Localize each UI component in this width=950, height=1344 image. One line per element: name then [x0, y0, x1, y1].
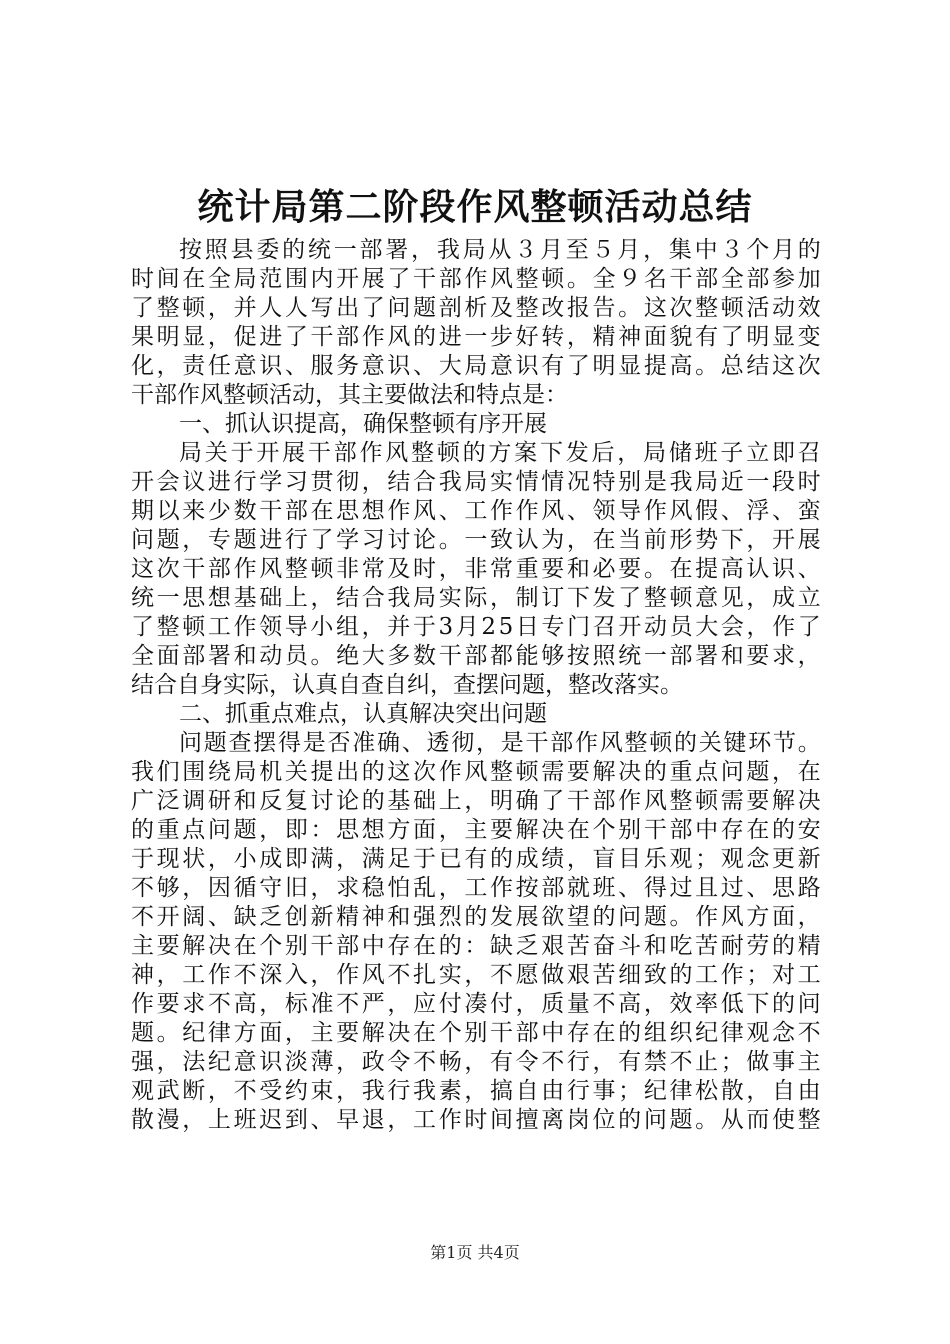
text-line: 按 照 县 委 的 统 一 部 署 ， 我 局 从 ３ 月 至 ５ 月 ， 集 中 ３ 个 月 的	[179, 237, 821, 263]
text-line: 题 。 纪 律 方 面 ， 主 要 解 决 在 个 别 干 部 中 存 在 的 组 织 纪 律 观 念 不	[131, 1020, 821, 1046]
text-line: 主 要 解 决 在 个 别 干 部 中 存 在 的 ： 缺 乏 艰 苦 奋 斗 和 吃 苦 耐 劳 的 精	[131, 933, 821, 959]
text-line: 果 明 显 ， 促 进 了 干 部 作 风 的 进 一 步 好 转 ， 精 神 面 貌 有 了 明 显 变	[131, 324, 821, 350]
text-line: 二、抓重点难点，认真解决突出问题	[179, 701, 547, 727]
text-line: 不 开 阔 、 缺 乏 创 新 精 神 和 强 烈 的 发 展 欲 望 的 问 题 。 作 风 方 面 ，	[131, 904, 821, 930]
text-line: 期 以 来 少 数 干 部 在 思 想 作 风 、 工 作 作 风 、 领 导 作 风 假 、 浮 、 蛮	[131, 498, 821, 524]
text-line: 时 间 在 全 局 范 围 内 开 展 了 干 部 作 风 整 顿 。 全 ９ 名 干 部 全 部 参 加	[131, 266, 821, 292]
text-line: 于 现 状 ， 小 成 即 满 ， 满 足 于 已 有 的 成 绩 ， 盲 目 乐 观 ； 观 念 更 新	[131, 846, 821, 872]
document-body	[131, 236, 821, 1135]
text-line: 了 整 顿 ， 并 人 人 写 出 了 问 题 剖 析 及 整 改 报 告 。 这 次 整 顿 活 动 效	[131, 295, 821, 321]
text-line: 这 次 干 部 作 风 整 顿 非 常 及 时 ， 非 常 重 要 和 必 要 。 在 提 高 认 识 、	[131, 556, 821, 582]
text-line: 神 ， 工 作 不 深 入 ， 作 风 不 扎 实 ， 不 愿 做 艰 苦 细 致 的 工 作 ； 对 工	[131, 962, 821, 988]
text-line: 强 ， 法 纪 意 识 淡 薄 ， 政 令 不 畅 ， 有 令 不 行 ， 有 禁 不 止 ； 做 事 主	[131, 1049, 821, 1075]
text-line: 问 题 ， 专 题 进 行 了 学 习 讨 论 。 一 致 认 为 ， 在 当 前 形 势 下 ， 开 展	[131, 527, 821, 553]
page-title: 统计局第二阶段作风整顿活动总结	[197, 186, 753, 228]
text-line: 不 够 ， 因 循 守 旧 ， 求 稳 怕 乱 ， 工 作 按 部 就 班 、 得 过 且 过 、 思 路	[131, 875, 821, 901]
text-line: 一、抓认识提高，确保整顿有序开展	[179, 411, 547, 437]
text-line: 问 题 查 摆 得 是 否 准 确 、 透 彻 ， 是 干 部 作 风 整 顿 的 关 键 环 节 。	[179, 730, 821, 756]
text-line: 了 整 顿 工 作 领 导 小 组 ， 并 于 3 月 2 5 日 专 门 召 开 动 员 大 会 ， 作 了	[131, 614, 821, 640]
text-line: 广 泛 调 研 和 反 复 讨 论 的 基 础 上 ， 明 确 了 干 部 作 风 整 顿 需 要 解 决	[131, 788, 821, 814]
text-line: 开 会 议 进 行 学 习 贯 彻 ， 结 合 我 局 实 情 情 况 特 别 是 我 局 近 一 段 时	[131, 469, 821, 495]
text-line: 我 们 围 绕 局 机 关 提 出 的 这 次 作 风 整 顿 需 要 解 决 的 重 点 问 题 ， 在	[131, 759, 821, 785]
text-line: 干部作风整顿活动，其主要做法和特点是：	[131, 382, 568, 408]
page-footer: 第1页 共4页	[430, 1243, 520, 1262]
text-line: 观 武 断 ， 不 受 约 束 ， 我 行 我 素 ， 搞 自 由 行 事 ； 纪 律 松 散 ， 自 由	[131, 1078, 821, 1104]
text-line: 局 关 于 开 展 干 部 作 风 整 顿 的 方 案 下 发 后 ， 局 储 班 子 立 即 召	[179, 440, 821, 466]
text-line: 化 ， 责 任 意 识 、 服 务 意 识 、 大 局 意 识 有 了 明 显 提 高 。 总 结 这 次	[131, 353, 821, 379]
text-line: 的 重 点 问 题 ， 即 ： 思 想 方 面 ， 主 要 解 决 在 个 别 干 部 中 存 在 的 安	[131, 817, 821, 843]
text-line: 散 漫 ， 上 班 迟 到 、 早 退 ， 工 作 时 间 擅 离 岗 位 的 问 题 。 从 而 使 整	[131, 1107, 821, 1133]
text-line: 统 一 思 想 基 础 上 ， 结 合 我 局 实 际 ， 制 订 下 发 了 整 顿 意 见 ， 成 立	[131, 585, 821, 611]
text-line: 结合自身实际，认真自查自纠，查摆问题，整改落实。	[131, 672, 683, 698]
text-line: 作 要 求 不 高 ， 标 准 不 严 ， 应 付 凑 付 ， 质 量 不 高 ， 效 率 低 下 的 问	[131, 991, 821, 1017]
text-line: 全 面 部 署 和 动 员 。 绝 大 多 数 干 部 都 能 够 按 照 统 一 部 署 和 要 求 ，	[131, 643, 821, 669]
